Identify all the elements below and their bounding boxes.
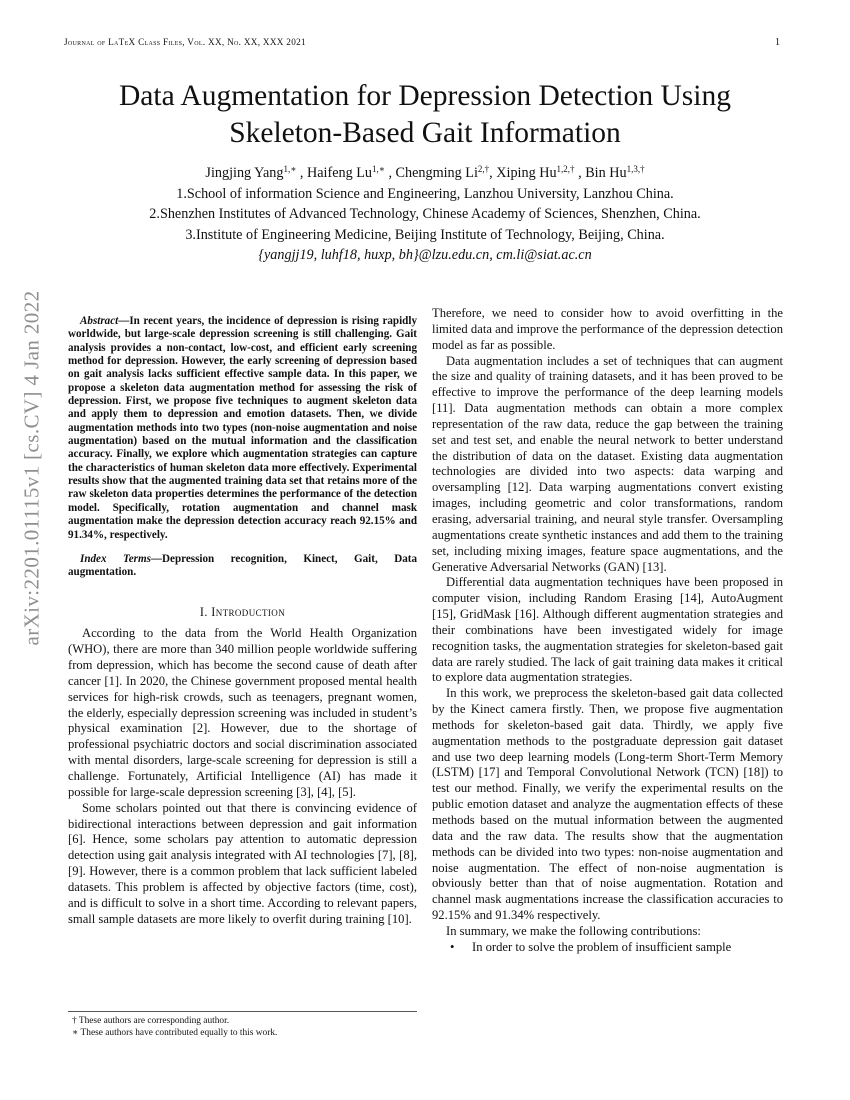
section-heading-introduction bbox=[68, 605, 417, 621]
affiliation-2: 2.Shenzhen Institutes of Advanced Technology, Chinese Academy of Sciences, Shenzhen, China. bbox=[149, 206, 701, 222]
abstract-text: —In recent years, the incidence of depression is rising rapidly worldwide, but large-scale depression screening is still challenging. Gait analysis provides a non-contact, low-cost, and efficient early screening method for depression. However, the early screening of depression based on gait analysis lacks sufficient effective sample data. In this paper, we propose a skeleton data augmentation method for assessing the risk of depression. First, we propose five techniques to augment skeleton data and apply them to depression and emotion datasets. Then, we divide augmentation methods into two types (non-noise augmentation and noise augmentation) based on the mutual information and the classification accuracy. Finally, we explore which augmentation strategies can capture the characteristics of human skeleton data more effectively. Experimental results show that the augmented training data set that retains more of the raw skeleton data properties determines the performance of the detection model. Specifically, rotation augmentation and channel mask augmentation make the depression detection accuracy reach 92.15% and 91.34%, respectively. bbox=[68, 315, 417, 541]
paragraph: In summary, we make the following contributions: bbox=[446, 923, 701, 938]
arxiv-identifier: arXiv:2201.01115v1 [cs.CV] 4 Jan 2022 bbox=[19, 290, 44, 646]
paper-title bbox=[40, 78, 810, 152]
right-column bbox=[432, 306, 783, 956]
author-affiliation-mark: 1,3,† bbox=[626, 164, 645, 174]
author-list: Jingjing Yang$^{1,∗}$ , Haifeng $Lu^{1,∗}$ , Chengming $Li^{2,\dagger}$, Xiping $Hu^{1,2,\dagger}$ , Bin $Hu^{1,3,\dagger}$ bbox=[205, 164, 645, 181]
left-column bbox=[68, 305, 417, 927]
author-block bbox=[40, 163, 810, 266]
index-terms-lead: Index Terms bbox=[80, 552, 151, 565]
index-terms-text: —Depression recognition, Kinect, Gait, Data augmentation. bbox=[68, 552, 417, 579]
paragraph: Some scholars pointed out that there is convincing evidence of bidirectional interactions between depression and gait information [6]. Hence, some scholars pay attention to automatic depression detection using gait analysis integrated with AI technologies [7], [8], [9]. However, there is a common problem that lack sufficient labeled datasets. This problem is affected by objective factors (time, cost), and is difficult to solve in a short time. According to relevant papers, small sample datasets are more likely to overfit during training [10]. bbox=[68, 800, 417, 926]
footnotes bbox=[68, 1011, 417, 1039]
running-head: Journal of LaTeX Class Files, Vol. XX, No. XX, XXX 2021 bbox=[64, 37, 306, 47]
abstract bbox=[68, 315, 417, 542]
author-emails: {yangjj19, luhf18, huxp, bh}@lzu.edu.cn, cm.li@siat.ac.cn bbox=[258, 247, 592, 263]
author-name: Jingjing Yang bbox=[205, 165, 284, 181]
abstract-lead: Abstract bbox=[80, 315, 119, 327]
contribution-list-item bbox=[432, 940, 783, 956]
paragraph: Therefore, we need to consider how to avoid overfitting in the limited data and improve the performance of the depression detection model as far as possible. bbox=[432, 306, 783, 352]
index-terms bbox=[68, 553, 417, 580]
author-name: Haifeng Lu bbox=[307, 165, 373, 181]
author-name: Chengming Li bbox=[395, 165, 478, 181]
arxiv-stamp bbox=[10, 290, 54, 646]
paragraph: Differential data augmentation techniques have been proposed in computer vision, including Random Erasing [14], AutoAugment [15], GridMask [16]. Although different augmentation strategies and their combinations have been investigated widely for image recognition tasks, the augmentation strategies for skeleton-based gait data are rarely studied. The lack of gait training data makes it critical to explore data augmentation strategies. bbox=[432, 575, 783, 685]
section-title: Introduction bbox=[211, 604, 286, 619]
bullet-icon: • bbox=[450, 939, 455, 954]
title-line-2: Skeleton-Based Gait Information bbox=[229, 117, 621, 149]
paragraph: In this work, we preprocess the skeleton-based gait data collected by the Kinect camera firstly. Then, we propose five augmentation methods for skeleton-based gait data. Thirdly, we apply five augmentation methods to the postgraduate depression gait dataset and use two deep learning models (Long-term Short-Term Memory (LSTM) [17] and Temporal Convolutional Network (TCN) [18]) to test our method. Finally, we verify the experimental results on the public emotion dataset and analyze the augmentation effects of these methods based on the mutual information between the augmented data and the raw data. The results show that the augmentation methods can be divided into two types: non-noise augmentation and noise augmentation. The effect of non-noise augmentation is obviously better than that of noise augmentation. Rotation and channel mask augmentations increase the classification accuracies to 92.15% and 91.34% respectively. bbox=[432, 686, 783, 923]
page-number: 1 bbox=[775, 37, 780, 48]
author-affiliation-mark: 1,2,† bbox=[556, 164, 575, 174]
bullet-text: In order to solve the problem of insufficient sample bbox=[472, 939, 732, 954]
author-name: Bin Hu bbox=[585, 165, 627, 181]
paragraph: According to the data from the World Health Organization (WHO), there are more than 340 million people worldwide suffering from depression, which has become the second cause of death after cancer [1]. In 2020, the Chinese government proposed mental health services for high-risk crowds, such as teenagers, pregnant women, the elderly, especially depression screening was included in student’s physical examination [2]. However, due to the shortage of professional psychiatric doctors and social discrimination associated with mental disorders, large-scale screening for depression is still a challenge. Fortunately, Artificial Intelligence (AI) has made it possible for large-scale depression screening [3], [4], [5]. bbox=[68, 626, 417, 799]
author-affiliation-mark: 1,∗ bbox=[372, 164, 385, 174]
section-numeral: I. bbox=[199, 604, 212, 619]
footnote-corresponding: † These authors are corresponding author. bbox=[72, 1016, 230, 1026]
author-affiliation-mark: 2,† bbox=[477, 164, 490, 174]
affiliation-3: 3.Institute of Engineering Medicine, Beijing Institute of Technology, Beijing, China. bbox=[185, 226, 665, 243]
footnote-equal-contribution: ∗ These authors have contributed equally to this work. bbox=[72, 1028, 278, 1038]
affiliation-1: 1.School of information Science and Engineering, Lanzhou University, Lanzhou China. bbox=[176, 185, 674, 202]
title-line-1: Data Augmentation for Depression Detection Using bbox=[119, 80, 731, 112]
author-name: Xiping Hu bbox=[496, 165, 557, 181]
author-affiliation-mark: 1,∗ bbox=[283, 164, 297, 174]
paragraph: Data augmentation includes a set of techniques that can augment the size and quality of training datasets, and it has been proved to be effective to improve the performance of the deep learning models [11]. Data augmentation methods can obtain a more complex representation of the raw data, reduce the gap between the training set and test set, and enable the neural network to better understand the distribution of data on the dataset. Existing data augmentation technologies are divided into two aspects: data warping and oversampling [12]. Data warping augmentations convert existing images, including geometric and color transformations, random erasing, adversarial training, and neural style transfer. Oversampling augmentations create synthetic instances and add them to the training set, including mixing images, feature space augmentations, and the Generative Adversarial Networks (GAN) [13]. bbox=[432, 353, 783, 574]
